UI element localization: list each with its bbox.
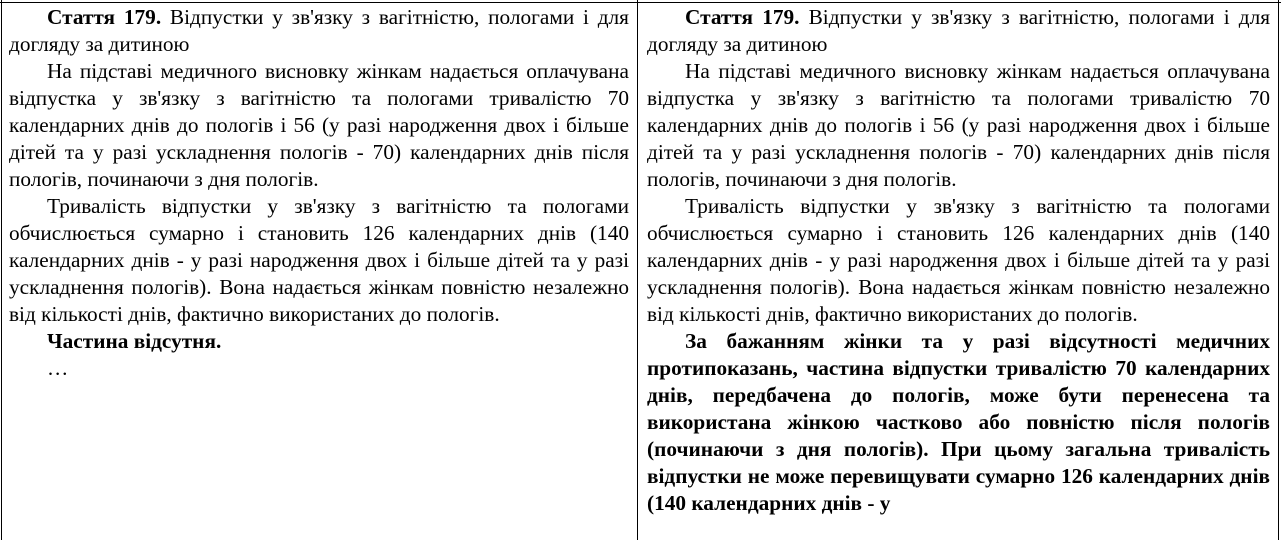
paragraph-1: На підставі медичного висновку жінкам надається оплачувана відпустка у зв'язку з вагітністю та пологами тривалістю 70 календарних днів до пологів і 56 (у разі народження двох і більше дітей та у разі ускладнення пологів - 70) календарних днів після пологів, починаючи з дня пологів.: [647, 59, 1270, 191]
table-left-border: [1, 0, 2, 540]
missing-part-note: Частина відсутня.: [47, 329, 222, 353]
table-top-border: [0, 2, 1281, 3]
article-title: Відпустки у зв'язку з вагітністю, пологами і для догляду за дитиною: [647, 5, 1270, 56]
paragraph-2: Тривалість відпустки у зв'язку з вагітністю та пологами обчислюється сумарно і становить 126 календарних днів (140 календарних днів - у разі народження двох і більше дітей та у разі ускладнення пологів). Вона надається жінкам повністю незалежно від кількості днів, фактично використаних до пологів.: [9, 194, 629, 326]
table-column-divider: [637, 0, 638, 540]
article-heading: [9, 4, 629, 58]
new-part-paragraph: За бажанням жінки та у разі відсутності медичних протипоказань, частина відпустки тривалістю 70 календарних днів, передбачена до пологів, може бути перенесена та використана жінкою частково або повністю після пологів (починаючи з дня пологів). При цьому загальна тривалість відпустки не може перевищувати сумарно 126 календарних днів (140 календарних днів - у: [647, 329, 1270, 515]
article-heading: [647, 4, 1270, 58]
table-right-border: [1278, 0, 1279, 540]
article-label: Стаття 179.: [685, 5, 800, 29]
article-label: Стаття 179.: [47, 5, 162, 29]
paragraph-1: На підставі медичного висновку жінкам надається оплачувана відпустка у зв'язку з вагітністю та пологами тривалістю 70 календарних днів до пологів і 56 (у разі народження двох і більше дітей та у разі ускладнення пологів - 70) календарних днів після пологів, починаючи з дня пологів.: [9, 59, 629, 191]
paragraph-2: Тривалість відпустки у зв'язку з вагітністю та пологами обчислюється сумарно і становить 126 календарних днів (140 календарних днів - у разі народження двох і більше дітей та у разі ускладнення пологів). Вона надається жінкам повністю незалежно від кількості днів, фактично використаних до пологів.: [647, 194, 1270, 326]
right-column-proposed-text: [647, 4, 1270, 517]
article-title: Відпустки у зв'язку з вагітністю, пологами і для догляду за дитиною: [9, 5, 629, 56]
ellipsis: …: [47, 356, 69, 380]
left-column-current-text: [9, 4, 629, 382]
